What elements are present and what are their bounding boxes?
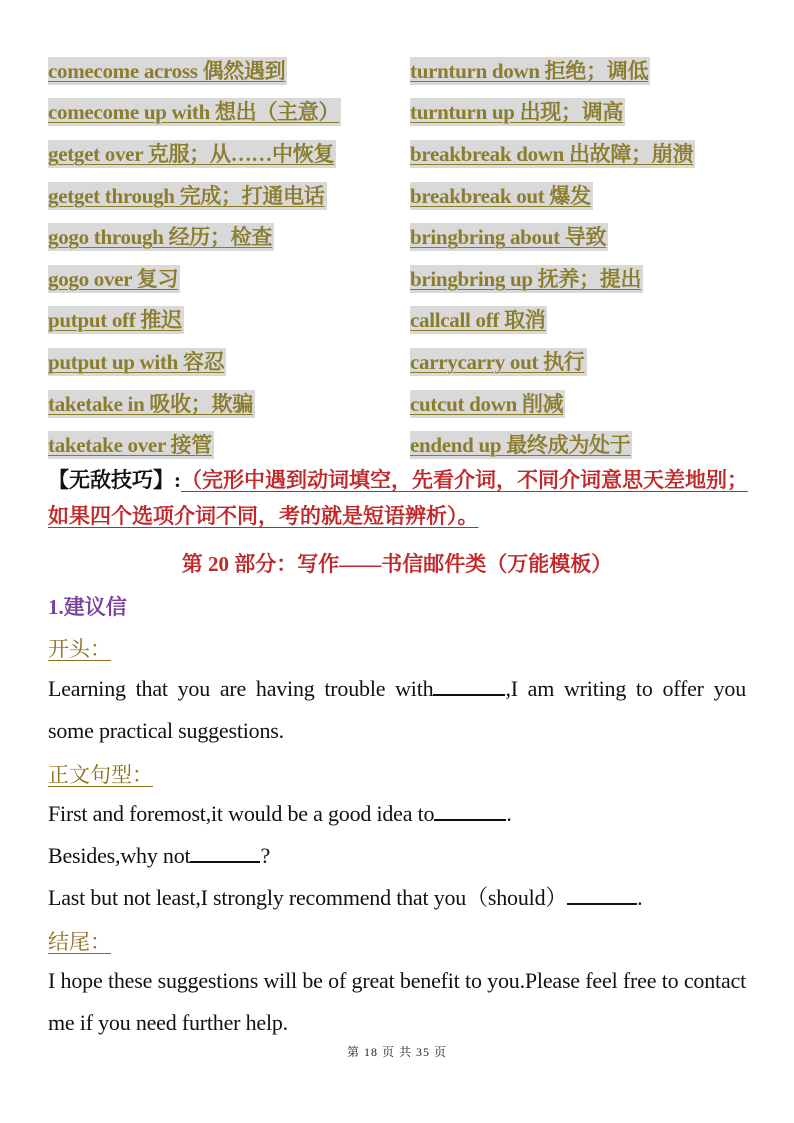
phrase-item: gogo over 复习 <box>48 266 179 291</box>
subsection-title: 1.建议信 <box>48 595 127 619</box>
body-line-3-text: Last but not least,I strongly recommend that you（should） <box>48 885 568 910</box>
fill-blank <box>567 883 637 905</box>
body-line-2-text: Besides,why not <box>48 843 191 868</box>
tip-paragraph <box>48 462 748 534</box>
phrase-item: putput off 推迟 <box>48 308 182 333</box>
opening-label: 开头： <box>48 637 111 661</box>
page-footer: 第 18 页 共 35 页 <box>346 1045 447 1059</box>
phrase-item: getget over 克服；从……中恢复 <box>48 141 335 166</box>
body-line-3 <box>48 877 746 919</box>
phrase-item: turnturn up 出现；调高 <box>410 100 624 125</box>
tip-label: 【无敌技巧】: <box>48 468 181 492</box>
phrase-item: callcall off 取消 <box>410 308 546 333</box>
phrase-item: breakbreak out 爆发 <box>410 183 591 208</box>
closing-label: 结尾： <box>48 930 111 954</box>
phrase-item: taketake over 接管 <box>48 433 212 458</box>
closing-paragraph: I hope these suggestions will be of great benefit to you.Please feel free to contact me if you need further help. <box>48 968 746 1035</box>
opening-text-end: ,I am writing to offer you some practical suggestions. <box>48 676 747 743</box>
opening-text-start: Learning that you are having trouble with <box>48 676 434 701</box>
phrase-column-right <box>410 50 695 466</box>
phrase-item: comecome up with 想出（主意） <box>48 100 340 125</box>
body-line-2-end: ? <box>260 843 271 868</box>
phrase-item: breakbreak down 出故障；崩溃 <box>410 141 694 166</box>
body-label: 正文句型： <box>48 763 153 787</box>
phrase-item: comecome across 偶然遇到 <box>48 58 286 83</box>
phrase-item: putput up with 容忍 <box>48 349 225 374</box>
phrase-item: getget through 完成；打通电话 <box>48 183 325 208</box>
phrase-item: taketake in 吸收；欺骗 <box>48 391 253 416</box>
phrase-item: carrycarry out 执行 <box>410 349 585 374</box>
body-line-2 <box>48 835 746 877</box>
phrase-column-left <box>48 50 341 466</box>
fill-blank <box>434 799 506 821</box>
section-title: 第 20 部分：写作——书信邮件类（万能模板） <box>181 552 613 576</box>
phrase-item: gogo through 经历；检查 <box>48 225 273 250</box>
phrase-item: bringbring up 抚养；提出 <box>410 266 642 291</box>
phrase-item: endend up 最终成为处于 <box>410 433 631 458</box>
body-line-1-end: . <box>506 801 512 826</box>
tip-body: （完形中遇到动词填空，先看介词，不同介词意思天差地别；如果四个选项介词不同，考的就是短语辨析）。 <box>48 468 748 528</box>
body-line-3-end: . <box>637 885 643 910</box>
phrase-item: bringbring about 导致 <box>410 225 607 250</box>
fill-blank <box>433 674 505 696</box>
body-line-1-text: First and foremost,it would be a good idea to <box>48 801 435 826</box>
opening-paragraph <box>48 668 746 752</box>
body-line-1 <box>48 793 746 835</box>
phrase-item: turnturn down 拒绝；调低 <box>410 58 649 83</box>
phrase-item: cutcut down 削减 <box>410 391 564 416</box>
fill-blank <box>190 841 260 863</box>
